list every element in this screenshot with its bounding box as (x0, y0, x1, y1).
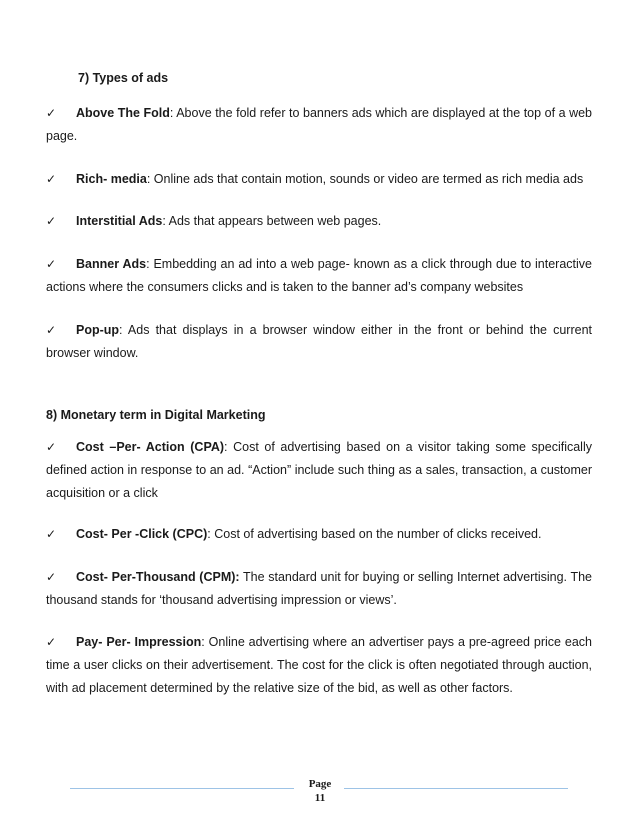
page-number: 11 (314, 792, 326, 804)
term-label: Cost- Per -Click (CPC) (76, 527, 208, 541)
term-label: Interstitial Ads (76, 214, 163, 228)
list-item-cpm (46, 566, 592, 612)
list-item-pop-up (46, 319, 592, 365)
term-label: Pay- Per- Impression (76, 635, 202, 649)
term-label: Cost –Per- Action (CPA) (76, 440, 225, 454)
page-number-label (298, 777, 342, 805)
checkmark-icon: ✓ (46, 635, 57, 649)
checkmark-icon: ✓ (46, 214, 57, 228)
term-description: The standard unit for buying or selling Internet advertising. The thousand stands for ‘thousand advertising impression or views’. (46, 570, 592, 607)
section-heading-types-of-ads: 7) Types of ads (78, 71, 169, 85)
term-description: : Embedding an ad into a web page- known as a click through due to interactive actions where the consumers clicks and is taken to the banner ad’s company websites (46, 257, 592, 294)
term-description: : Cost of advertising based on a visitor taking some specifically defined action in response to an ad. “Action” include such thing as a sales, transaction, a customer acquisition or a click (46, 440, 592, 500)
list-item-cpa (46, 436, 592, 505)
checkmark-icon: ✓ (46, 570, 57, 584)
footer-divider-left (70, 788, 294, 789)
checkmark-icon: ✓ (46, 106, 57, 120)
list-item-cpc (46, 523, 592, 546)
page-word: Page (308, 778, 332, 790)
term-description: : Ads that appears between web pages. (162, 214, 382, 228)
section-heading-monetary-terms: 8) Monetary term in Digital Marketing (46, 408, 266, 422)
term-label: Rich- media (76, 172, 147, 186)
list-item-above-the-fold (46, 102, 592, 148)
checkmark-icon: ✓ (46, 257, 57, 271)
term-description: : Online ads that contain motion, sounds or video are termed as rich media ads (146, 172, 584, 186)
term-label: Banner Ads (76, 257, 147, 271)
list-item-pay-per-impression (46, 631, 592, 700)
term-description: : Above the fold refer to banners ads which are displayed at the top of a web page. (46, 106, 593, 143)
term-label: Cost- Per-Thousand (CPM): (76, 570, 240, 584)
list-item-banner-ads (46, 253, 592, 299)
term-description: : Online advertising where an advertiser pays a pre-agreed price each time a user clicks on their advertisement. The cost for the click is often negotiated through auction, with ad placement determined by the relative size of the bid, as well as other factors. (46, 635, 592, 695)
term-label: Above The Fold (76, 106, 170, 120)
checkmark-icon: ✓ (46, 527, 57, 541)
footer-divider-right (344, 788, 568, 789)
list-item-interstitial-ads (46, 210, 592, 233)
list-item-rich-media (46, 168, 592, 191)
term-label: Pop-up (76, 323, 120, 337)
checkmark-icon: ✓ (46, 323, 57, 337)
term-description: : Ads that displays in a browser window either in the front or behind the current browser window. (46, 323, 592, 360)
term-description: : Cost of advertising based on the number of clicks received. (207, 527, 542, 541)
checkmark-icon: ✓ (46, 440, 57, 454)
checkmark-icon: ✓ (46, 172, 57, 186)
